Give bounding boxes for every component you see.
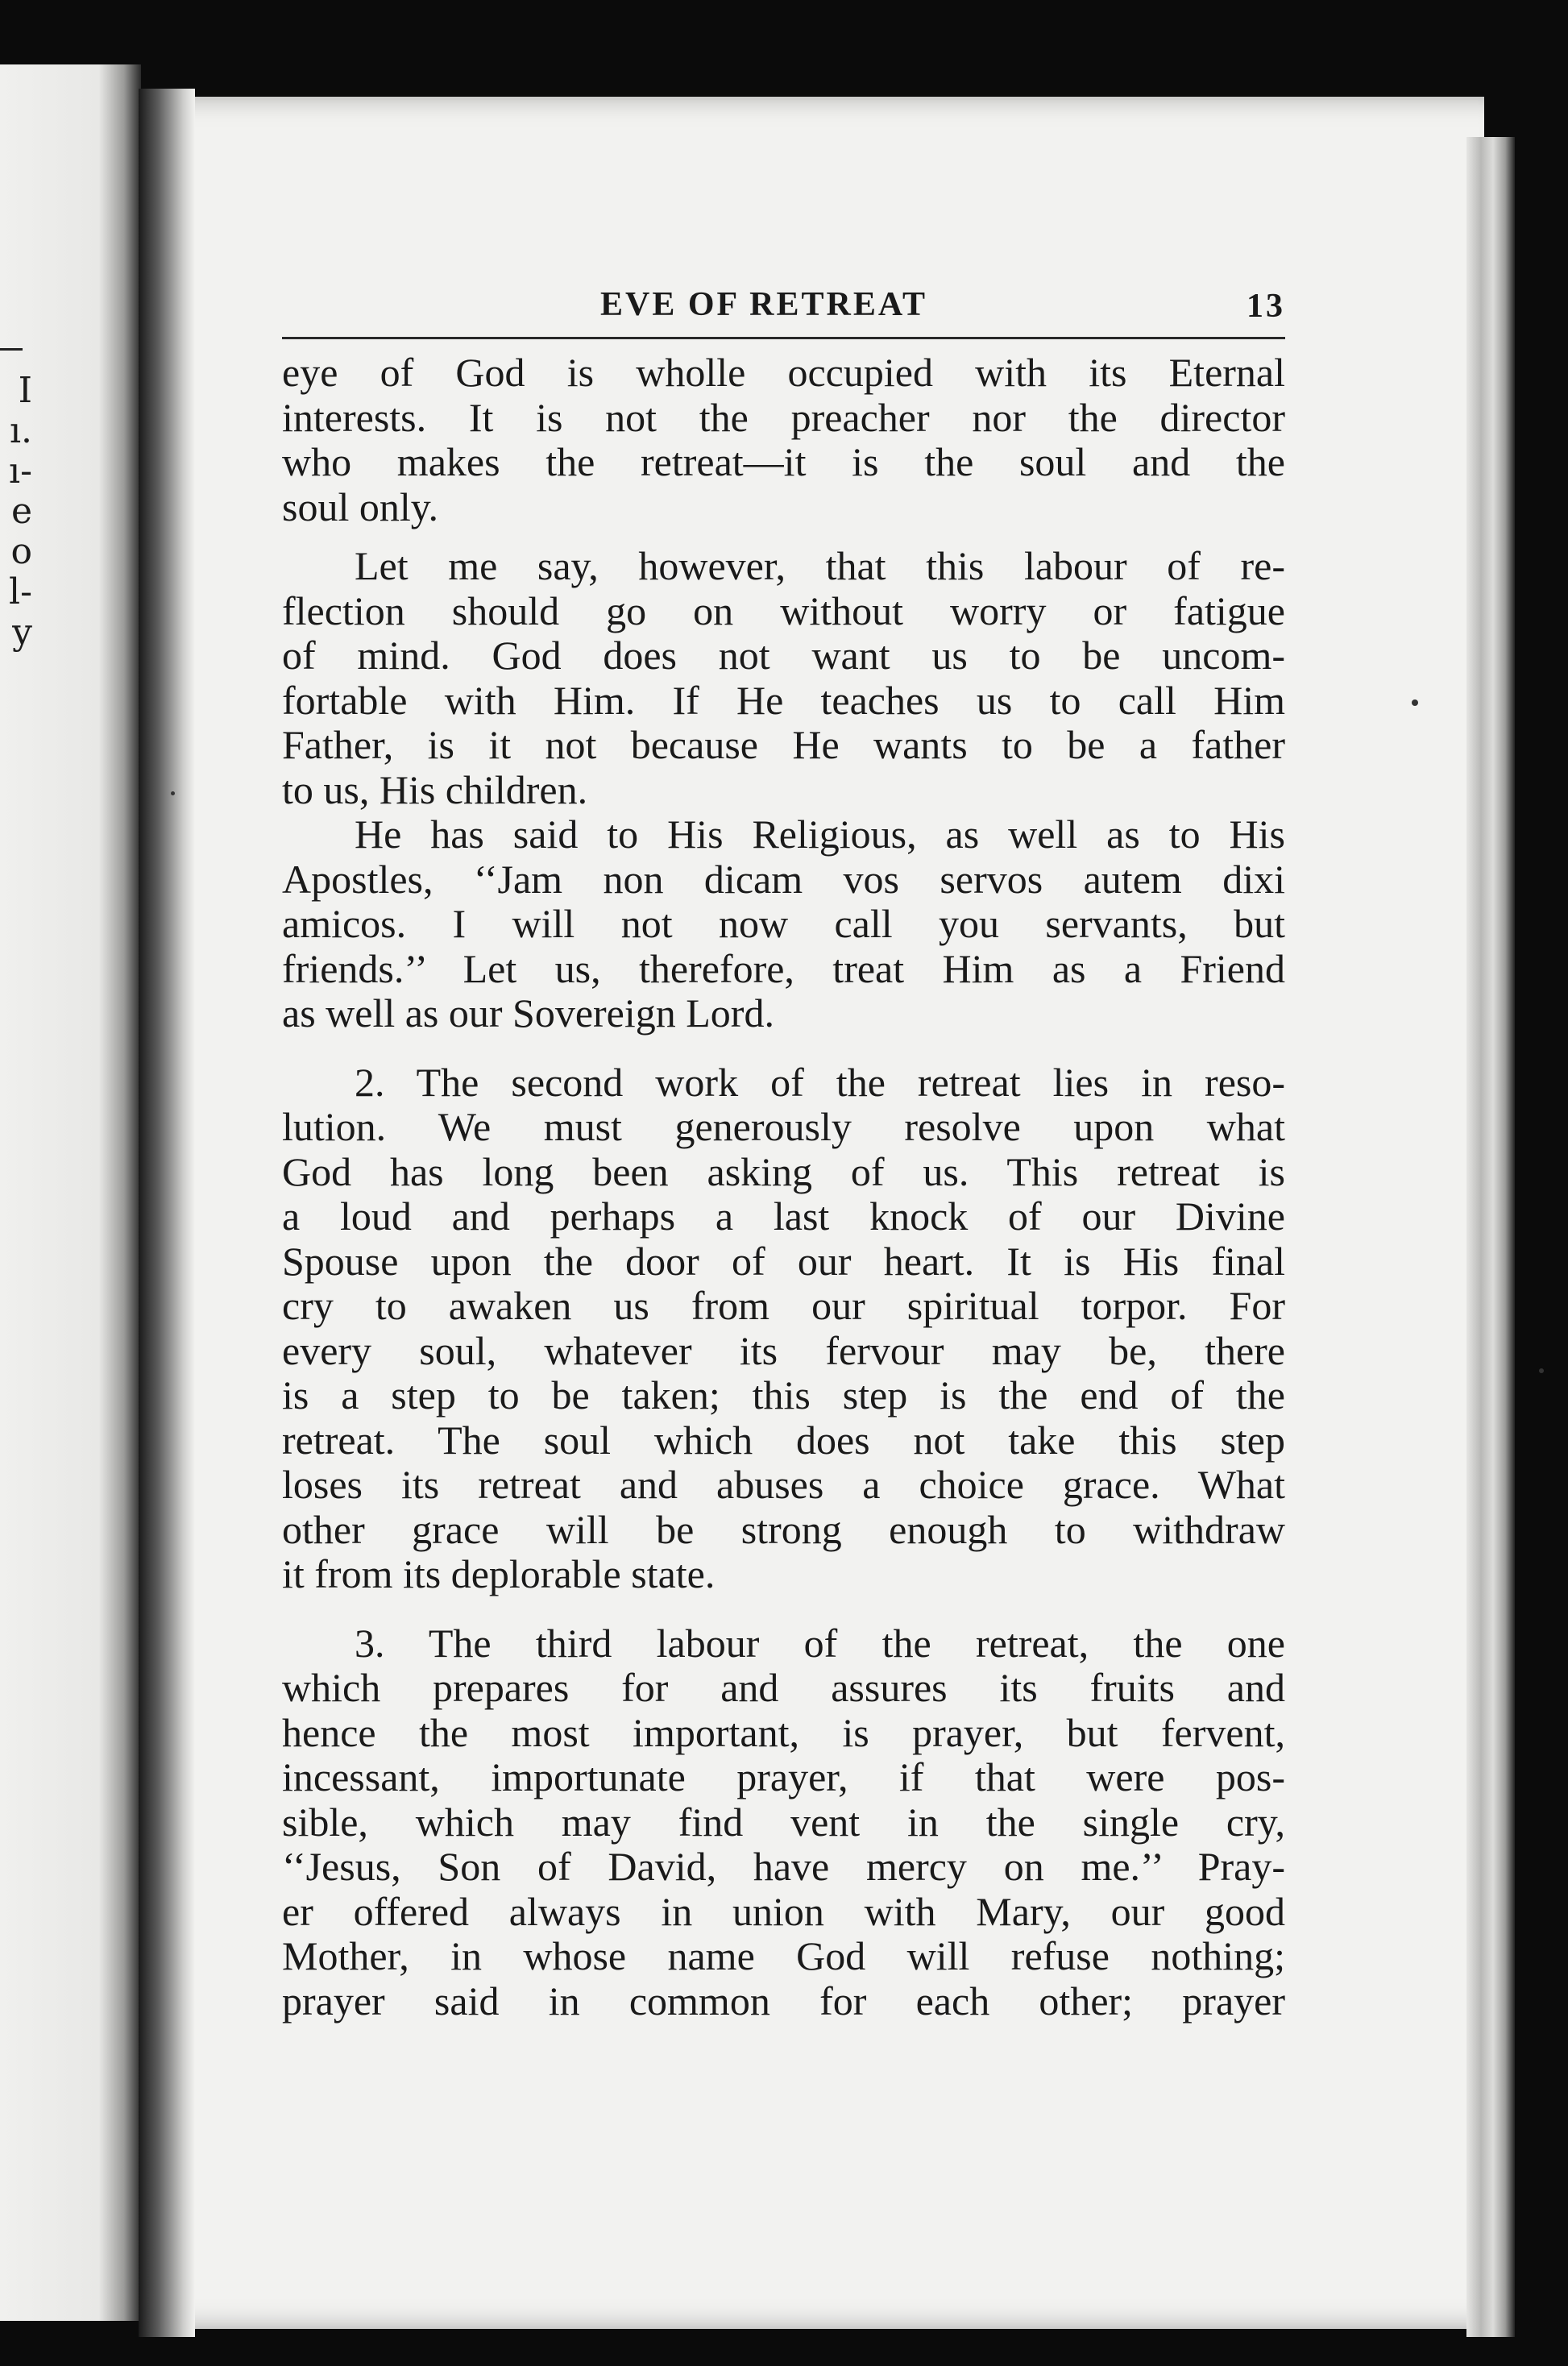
left-page-text-fragments	[0, 371, 32, 653]
speck-mark	[171, 791, 175, 795]
paragraph-4	[282, 1061, 1285, 1597]
text-line: er offered always in union with Mary, our good	[282, 1888, 1285, 1934]
left-fragment-5: o	[10, 531, 32, 572]
left-page-rule	[0, 348, 23, 351]
text-line: other grace will be strong enough to withdraw	[282, 1506, 1285, 1552]
text-line: eye of God is wholle occupied with its Eternal	[282, 350, 1285, 395]
text-line: ‘‘Jesus, Son of David, have mercy on me.’’ Pray-	[282, 1844, 1285, 1889]
text-line: lution. We must generously resolve upon what	[282, 1104, 1285, 1149]
text-line: who makes the retreat—it is the soul and the	[282, 439, 1285, 484]
page-number: 13	[1247, 288, 1285, 325]
text-line: incessant, importunate prayer, if that were pos-	[282, 1754, 1285, 1799]
text-line: He has said to His Religious, as well as to His	[355, 811, 1285, 857]
paragraph-5	[282, 1621, 1285, 2024]
text-line: God has long been asking of us. This retreat is	[282, 1148, 1285, 1194]
speck-mark	[1412, 699, 1418, 706]
left-fragment-4: e	[10, 491, 32, 532]
text-line: soul only.	[282, 484, 438, 529]
page-gutter-shadow	[139, 89, 195, 2337]
text-line: friends.’’ Let us, therefore, treat Him as a Friend	[282, 945, 1285, 991]
text-line: retreat. The soul which does not take this step	[282, 1417, 1285, 1463]
paragraph-1	[282, 351, 1285, 529]
paragraph-3	[282, 812, 1285, 1036]
left-fragment-3: ı-	[9, 450, 32, 492]
text-line: Let me say, however, that this labour of re-	[355, 543, 1285, 588]
left-fragment-2: ı.	[9, 410, 32, 451]
text-line: of mind. God does not want us to be uncom-	[282, 633, 1285, 678]
text-line: every soul, whatever its fervour may be, there	[282, 1327, 1285, 1373]
text-line: fortable with Him. If He teaches us to call Him	[282, 677, 1285, 723]
text-line: amicos. I will not now call you servants, but	[282, 901, 1285, 946]
text-line: 3. The third labour of the retreat, the one	[355, 1620, 1285, 1666]
left-fragment-1: I	[18, 370, 32, 411]
left-fragment-6: l-	[9, 571, 32, 612]
header-rule	[282, 337, 1285, 339]
text-line: as well as our Sovereign Lord.	[282, 990, 774, 1036]
page-content	[282, 282, 1285, 2024]
text-line: loses its retreat and abuses a choice grace. What	[282, 1462, 1285, 1507]
left-facing-page	[0, 64, 141, 2321]
text-line: which prepares for and assures its fruits and	[282, 1665, 1285, 1710]
text-line: hence the most important, is prayer, but fervent,	[282, 1709, 1285, 1755]
text-line: Apostles, ‘‘Jam non dicam vos servos autem dixi	[282, 856, 1285, 902]
text-line: interests. It is not the preacher nor the director	[282, 394, 1285, 440]
text-line: Mother, in whose name God will refuse nothing;	[282, 1933, 1285, 1978]
text-line: Father, is it not because He wants to be a father	[282, 722, 1285, 767]
running-head-title: EVE OF RETREAT	[600, 286, 928, 323]
left-fragment-7: y	[12, 612, 32, 653]
text-line: Spouse upon the door of our heart. It is His final	[282, 1238, 1285, 1284]
text-line: sible, which may find vent in the single cry,	[282, 1799, 1285, 1845]
text-line: prayer said in common for each other; prayer	[282, 1978, 1285, 2024]
page-edge	[1466, 137, 1515, 2337]
text-line: 2. The second work of the retreat lies in reso-	[355, 1059, 1285, 1105]
text-line: a loud and perhaps a last knock of our Divine	[282, 1193, 1285, 1239]
text-line: is a step to be taken; this step is the end of the	[282, 1372, 1285, 1418]
speck-mark	[1539, 1368, 1544, 1373]
text-line: it from its deplorable state.	[282, 1551, 716, 1596]
running-head	[282, 282, 1285, 330]
text-line: to us, His children.	[282, 766, 588, 812]
paragraph-2	[282, 544, 1285, 812]
text-line: cry to awaken us from our spiritual torpor. For	[282, 1283, 1285, 1328]
text-line: flection should go on without worry or fatigue	[282, 587, 1285, 633]
